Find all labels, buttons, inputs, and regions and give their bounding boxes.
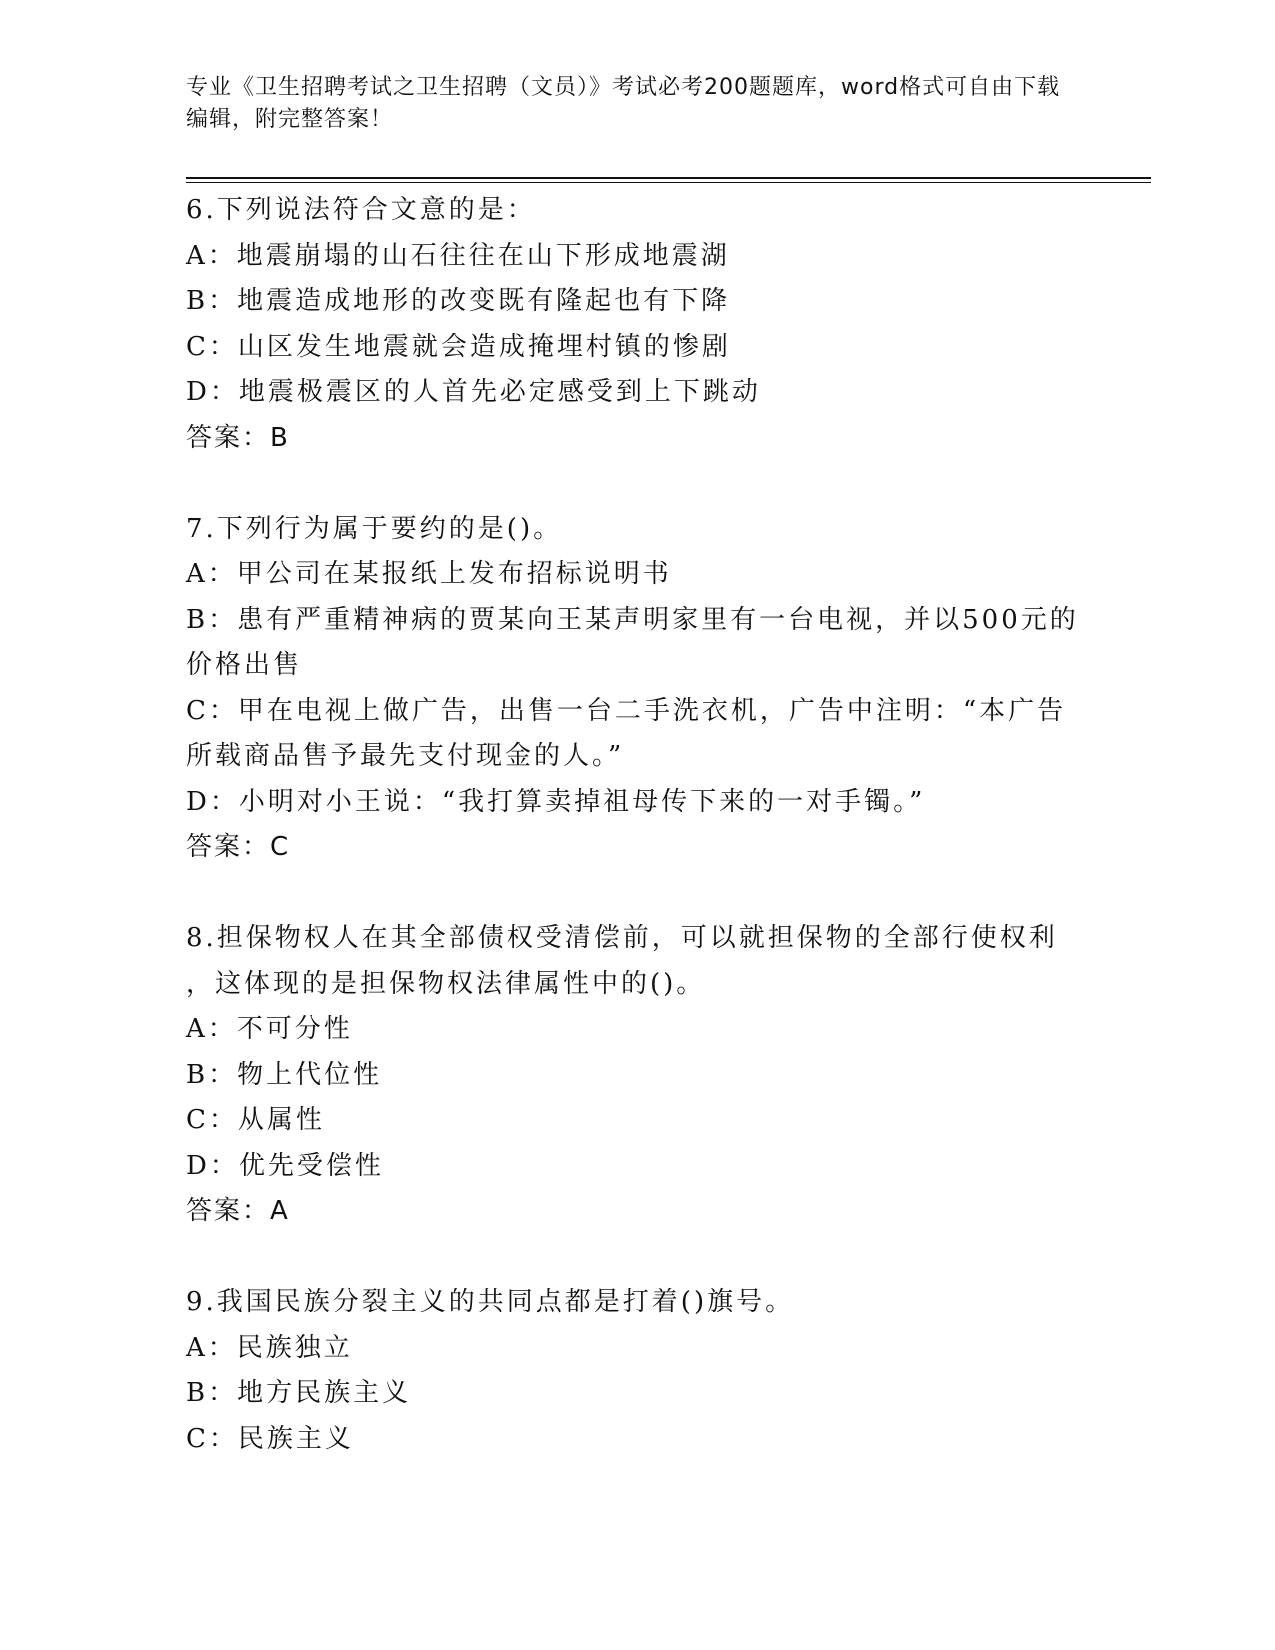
option-c-continued: 所载商品售予最先支付现金的人。” — [186, 741, 625, 771]
answer-line: 答案：A — [186, 1196, 290, 1226]
option-d: D：小明对小王说：“我打算卖掉祖母传下来的一对手镯。” — [186, 786, 926, 817]
question-spacer — [186, 461, 1086, 507]
option-a: A：地震崩塌的山石往往在山下形成地震湖 — [186, 240, 730, 271]
question-spacer — [186, 1235, 1086, 1281]
option-b: B：地震造成地形的改变既有隆起也有下降 — [186, 286, 731, 316]
header-divider-thick — [186, 177, 1151, 179]
question-stem: 9.我国民族分裂主义的共同点都是打着()旗号。 — [186, 1287, 795, 1317]
question-block — [186, 1280, 1086, 1462]
question-block — [186, 507, 1086, 871]
question-stem-continued: ，这体现的是担保物权法律属性中的()。 — [186, 968, 706, 999]
question-list — [186, 188, 1086, 1462]
answer-line: 答案：C — [186, 832, 291, 862]
option-a: A：民族独立 — [186, 1332, 353, 1363]
option-c: C：民族主义 — [186, 1423, 354, 1454]
question-stem: 8.担保物权人在其全部债权受清偿前，可以就担保物的全部行使权利 — [186, 923, 1058, 953]
option-c: C：甲在电视上做广告，出售一台二手洗衣机，广告中注明：“本广告 — [186, 695, 1067, 726]
question-stem: 7.下列行为属于要约的是()。 — [186, 513, 563, 544]
option-a: A：甲公司在某报纸上发布招标说明书 — [186, 559, 672, 589]
option-a: A：不可分性 — [186, 1014, 353, 1044]
option-b: B：物上代位性 — [186, 1059, 383, 1090]
answer-line: 答案：B — [186, 422, 290, 453]
question-block — [186, 916, 1086, 1235]
option-b: B：地方民族主义 — [186, 1378, 412, 1408]
document-header: 专业《卫生招聘考试之卫生招聘（文员）》考试必考200题题库，word格式可自由下载编辑，附完整答案！ — [186, 75, 1061, 132]
option-b-continued: 价格出售 — [186, 650, 303, 680]
header-divider-thin — [186, 182, 1151, 183]
question-spacer — [186, 871, 1086, 917]
option-d: D：地震极震区的人首先必定感受到上下跳动 — [186, 377, 761, 407]
option-c: C：山区发生地震就会造成掩埋村镇的惨剧 — [186, 331, 731, 362]
option-d: D：优先受偿性 — [186, 1150, 384, 1181]
question-stem: 6.下列说法符合文意的是： — [186, 195, 536, 225]
option-b: B：患有严重精神病的贾某向王某声明家里有一台电视，并以500元的 — [186, 604, 1079, 635]
question-block — [186, 188, 1086, 461]
option-c: C：从属性 — [186, 1105, 325, 1135]
